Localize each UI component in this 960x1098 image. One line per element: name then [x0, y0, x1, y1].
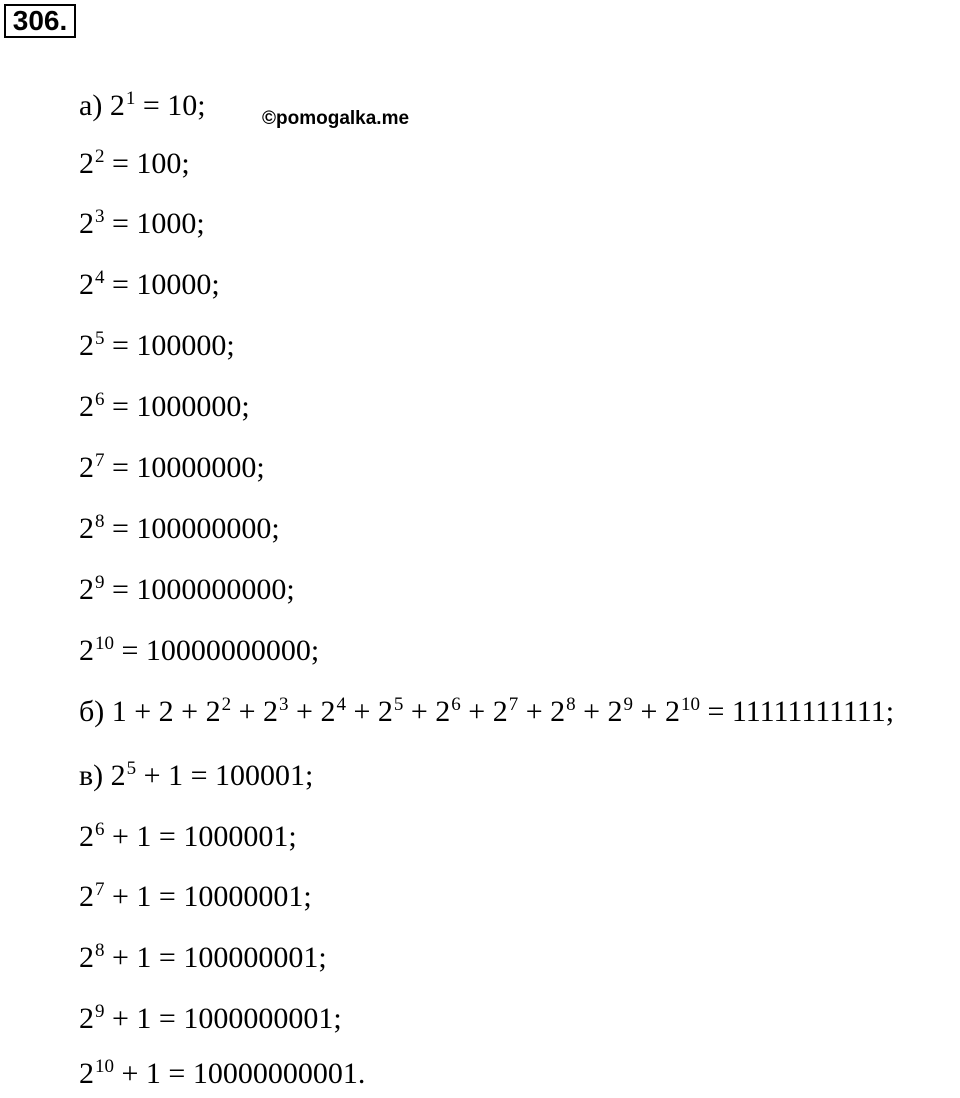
equation-result: = 11111111111; — [699, 695, 895, 728]
exponent: 6 — [451, 694, 461, 715]
equation-line — [79, 999, 342, 1043]
exponent: 7 — [95, 879, 105, 900]
base: 2 — [205, 695, 221, 728]
base: 2 — [377, 695, 393, 728]
base: 2 — [79, 329, 94, 362]
equation-line — [79, 86, 206, 130]
base: 2 — [79, 1057, 94, 1090]
exponent: 4 — [336, 694, 346, 715]
operator: + — [288, 695, 321, 728]
exponent: 7 — [508, 694, 519, 715]
equation-result: = 1000000; — [104, 390, 250, 423]
base: 2 — [109, 89, 125, 122]
exponent: 8 — [95, 940, 105, 961]
equation-line — [79, 938, 327, 982]
base: 2 — [110, 759, 126, 792]
part-label: б) 1 + 2 + — [79, 695, 206, 728]
exponent: 10 — [680, 694, 700, 715]
operator: + — [518, 695, 551, 728]
part-label: в) — [79, 759, 111, 792]
base: 2 — [435, 695, 451, 728]
exponent: 3 — [279, 694, 289, 715]
exponent: 9 — [95, 572, 105, 593]
equation-result: + 1 = 10000000001. — [114, 1057, 366, 1090]
equation-line — [79, 204, 205, 248]
equation-line — [79, 817, 297, 861]
exponent: 5 — [393, 694, 404, 715]
exponent: 8 — [566, 694, 576, 715]
equation-line — [79, 387, 250, 431]
equation-line — [79, 877, 312, 921]
exponent: 5 — [95, 328, 105, 349]
exponent: 9 — [95, 1001, 105, 1022]
equation-line — [79, 144, 190, 188]
exponent: 6 — [95, 819, 105, 840]
equation-line — [79, 448, 265, 492]
equation-result: = 1000; — [104, 207, 205, 240]
base: 2 — [79, 573, 94, 606]
equation-result: = 10000000000; — [114, 634, 320, 667]
exponent: 8 — [95, 511, 105, 532]
exponent: 2 — [221, 694, 232, 715]
equation-line — [79, 756, 313, 800]
base: 2 — [79, 268, 94, 301]
base: 2 — [79, 512, 94, 545]
equation-line — [79, 265, 220, 309]
equation-result: = 100000000; — [104, 512, 280, 545]
problem-number: 306. — [4, 4, 76, 38]
base: 2 — [79, 147, 94, 180]
equation-result: = 1000000000; — [104, 573, 295, 606]
equation-result: + 1 = 100000001; — [104, 941, 327, 974]
exponent: 1 — [125, 88, 136, 109]
equation-line — [79, 570, 295, 614]
base: 2 — [79, 941, 94, 974]
exponent: 10 — [95, 1056, 114, 1077]
equation-result: + 1 = 100001; — [136, 759, 314, 792]
equation-result: = 100000; — [104, 329, 235, 362]
equation-result: = 10000; — [104, 268, 220, 301]
part-label: а) — [79, 89, 110, 122]
base: 2 — [320, 695, 336, 728]
operator: + — [403, 695, 436, 728]
base: 2 — [79, 880, 94, 913]
base: 2 — [79, 820, 94, 853]
equation-result: = 10000000; — [104, 451, 265, 484]
exponent: 4 — [95, 267, 105, 288]
exponent: 6 — [95, 389, 105, 410]
base: 2 — [607, 695, 623, 728]
base: 2 — [664, 695, 680, 728]
equation-result: + 1 = 10000001; — [104, 880, 312, 913]
equation-result: = 100; — [104, 147, 190, 180]
equation-line — [79, 509, 280, 553]
equation-line — [79, 326, 235, 370]
sum-equation-line — [79, 692, 894, 736]
operator: + — [231, 695, 264, 728]
base: 2 — [79, 634, 94, 667]
operator: + — [633, 695, 665, 728]
exponent: 7 — [95, 450, 105, 471]
equation-result: + 1 = 1000000001; — [104, 1002, 342, 1035]
base: 2 — [550, 695, 566, 728]
watermark: ©pomogalka.me — [262, 108, 410, 129]
base: 2 — [79, 207, 94, 240]
exponent: 10 — [95, 633, 114, 654]
base: 2 — [492, 695, 508, 728]
equation-line — [79, 1054, 365, 1098]
operator: + — [460, 695, 493, 728]
equation-line — [79, 631, 319, 675]
base: 2 — [79, 1002, 94, 1035]
exponent: 3 — [95, 206, 105, 227]
operator: + — [345, 695, 378, 728]
exponent: 9 — [623, 694, 634, 715]
exponent: 2 — [95, 146, 105, 167]
operator: + — [575, 695, 608, 728]
exponent: 5 — [126, 758, 137, 779]
equation-result: + 1 = 1000001; — [104, 820, 297, 853]
base: 2 — [79, 390, 94, 423]
equation-result: = 10; — [135, 89, 206, 122]
base: 2 — [79, 451, 94, 484]
base: 2 — [263, 695, 279, 728]
